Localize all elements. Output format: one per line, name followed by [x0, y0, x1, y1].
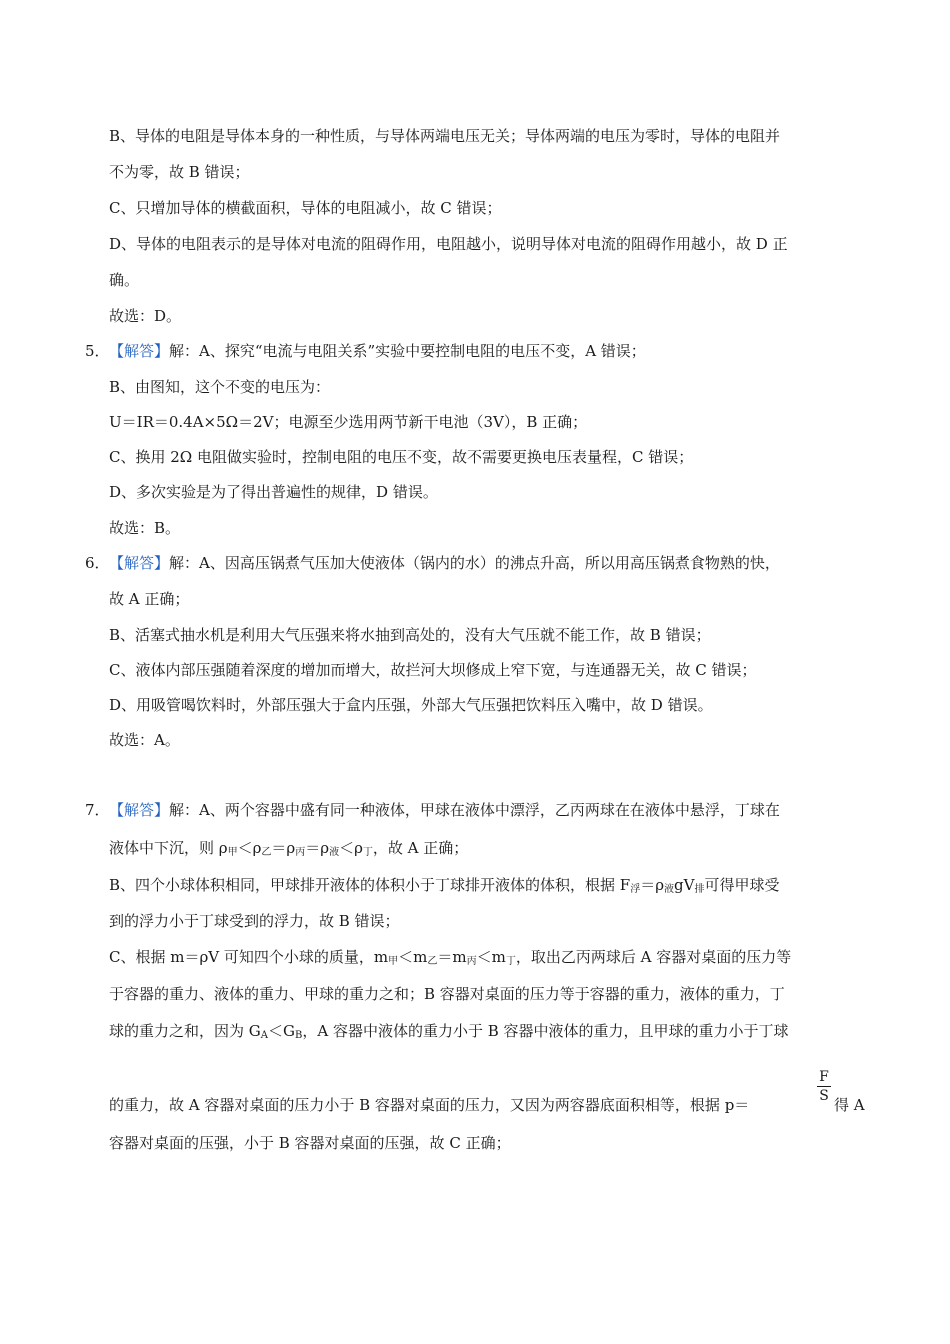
subscript: 液 [664, 884, 675, 895]
subscript: 甲 [388, 956, 399, 967]
text-run: ＜m [398, 948, 428, 966]
subscript: 液 [329, 847, 340, 858]
text-line: 故选：A。 [109, 731, 180, 749]
subscript: 甲 [227, 847, 238, 858]
question-number: 7． [85, 801, 110, 819]
text-run: ＝ρ [271, 839, 296, 857]
answer-tag: 【解答】 [109, 801, 170, 819]
fraction-f-over-s [816, 1068, 832, 1105]
subscript: 丙 [466, 956, 477, 967]
subscript: A [260, 1030, 268, 1041]
text-line: 容器对桌面的压强，小于 B 容器对桌面的压强，故 C 正确； [109, 1134, 511, 1152]
text-line: 故 A 正确； [109, 590, 190, 608]
text-run: ＜G [268, 1022, 295, 1040]
answer-tag: 【解答】 [109, 342, 170, 360]
text-line: 故选：D。 [109, 307, 182, 325]
text-line: 故选：B。 [109, 519, 181, 537]
text-run: ，取出乙丙两球后 A 容器对桌面的压力等 [515, 948, 792, 966]
text-line: C、换用 2Ω 电阻做实验时，控制电阻的电压不变，故不需要更换电压表量程，C 错误； [109, 448, 694, 466]
text-line: 不为零，故 B 错误； [109, 163, 250, 181]
text-run: gV [674, 876, 695, 894]
subscript: 丁 [362, 847, 373, 858]
text-line: D、用吸管喝饮料时，外部压强大于盒内压强，外部大气压强把饮料压入嘴中，故 D 错误。 [109, 696, 713, 714]
text-line [109, 553, 869, 573]
subscript: 排 [694, 884, 705, 895]
text-run: ＝m [437, 948, 467, 966]
text-line: U＝IR＝0.4A×5Ω＝2V；电源至少选用两节新干电池（3V），B 正确； [109, 413, 588, 431]
text-run: ＜ρ [237, 839, 262, 857]
subscript: 丁 [505, 956, 516, 967]
text-run: ，A 容器中液体的重力小于 B 容器中液体的重力，且甲球的重力小于丁球 [302, 1022, 789, 1040]
text-line: B、活塞式抽水机是利用大气压强来将水抽到高处的，没有大气压就不能工作，故 B 错误； [109, 626, 711, 644]
text-run: C、根据 m＝ρV 可知四个小球的质量，m [109, 948, 389, 966]
text-run: ，故 A 正确； [372, 839, 469, 857]
text-line [109, 800, 869, 820]
text-run: 液体中下沉，则 ρ [109, 839, 228, 857]
answer-tag: 【解答】 [109, 554, 170, 572]
subscript: 乙 [261, 847, 272, 858]
subscript: 丙 [295, 847, 306, 858]
text-run: ＜ρ [339, 839, 363, 857]
text-line: B、导体的电阻是导体本身的一种性质，与导体两端电压无关；导体两端的电压为零时，导体的电阻并 [109, 127, 781, 145]
text-line: 的重力，故 A 容器对桌面的压力小于 B 容器对桌面的压力，又因为两容器底面积相等，根据 p＝ [109, 1096, 750, 1114]
text-run: ＝ρ [640, 876, 665, 894]
text-run: ＜m [476, 948, 506, 966]
text-run: 解：A、因高压锅煮气压加大使液体（锅内的水）的沸点升高，所以用高压锅煮食物熟的快， [169, 554, 780, 572]
question-number: 6． [85, 554, 110, 572]
question-number: 5． [85, 342, 110, 360]
text-run: ＝ρ [305, 839, 330, 857]
text-run: 解：A、探究“电流与电阻关系”实验中要控制电阻的电压不变，A 错误； [169, 342, 646, 360]
text-run: B、四个小球体积相同，甲球排开液体的体积小于丁球排开液体的体积，根据 F [109, 876, 631, 894]
text-run: 可得甲球受 [704, 876, 780, 894]
text-line: 确。 [109, 271, 140, 289]
text-line [109, 947, 869, 972]
subscript: 浮 [630, 884, 641, 895]
fraction-denominator: S [819, 1088, 829, 1104]
text-line: 得 A [834, 1096, 865, 1114]
text-run: 球的重力之和，因为 G [109, 1022, 261, 1040]
subscript: B [294, 1030, 303, 1041]
text-run: 解：A、两个容器中盛有同一种液体，甲球在液体中漂浮，乙丙两球在在液体中悬浮，丁球在 [169, 801, 780, 819]
text-line: C、液体内部压强随着深度的增加而增大，故拦河大坝修成上窄下宽，与连通器无关，故 C 错误； [109, 661, 757, 679]
text-line [109, 838, 869, 863]
text-line [109, 875, 869, 900]
subscript: 乙 [427, 956, 438, 967]
text-line: 于容器的重力、液体的重力、甲球的重力之和；B 容器对桌面的压力等于容器的重力，液体的重力，丁 [109, 985, 785, 1003]
text-line: B、由图知，这个不变的电压为： [109, 378, 331, 396]
fraction-numerator: F [819, 1069, 829, 1085]
text-line: D、导体的电阻表示的是导体对电流的阻碍作用，电阻越小，说明导体对电流的阻碍作用越小，故 D 正 [109, 235, 788, 253]
text-line [109, 341, 869, 361]
text-line: 到的浮力小于丁球受到的浮力，故 B 错误； [109, 912, 400, 930]
text-line: D、多次实验是为了得出普遍性的规律，D 错误。 [109, 483, 438, 501]
text-line [109, 1021, 869, 1046]
text-line: C、只增加导体的横截面积，导体的电阻减小，故 C 错误； [109, 199, 502, 217]
